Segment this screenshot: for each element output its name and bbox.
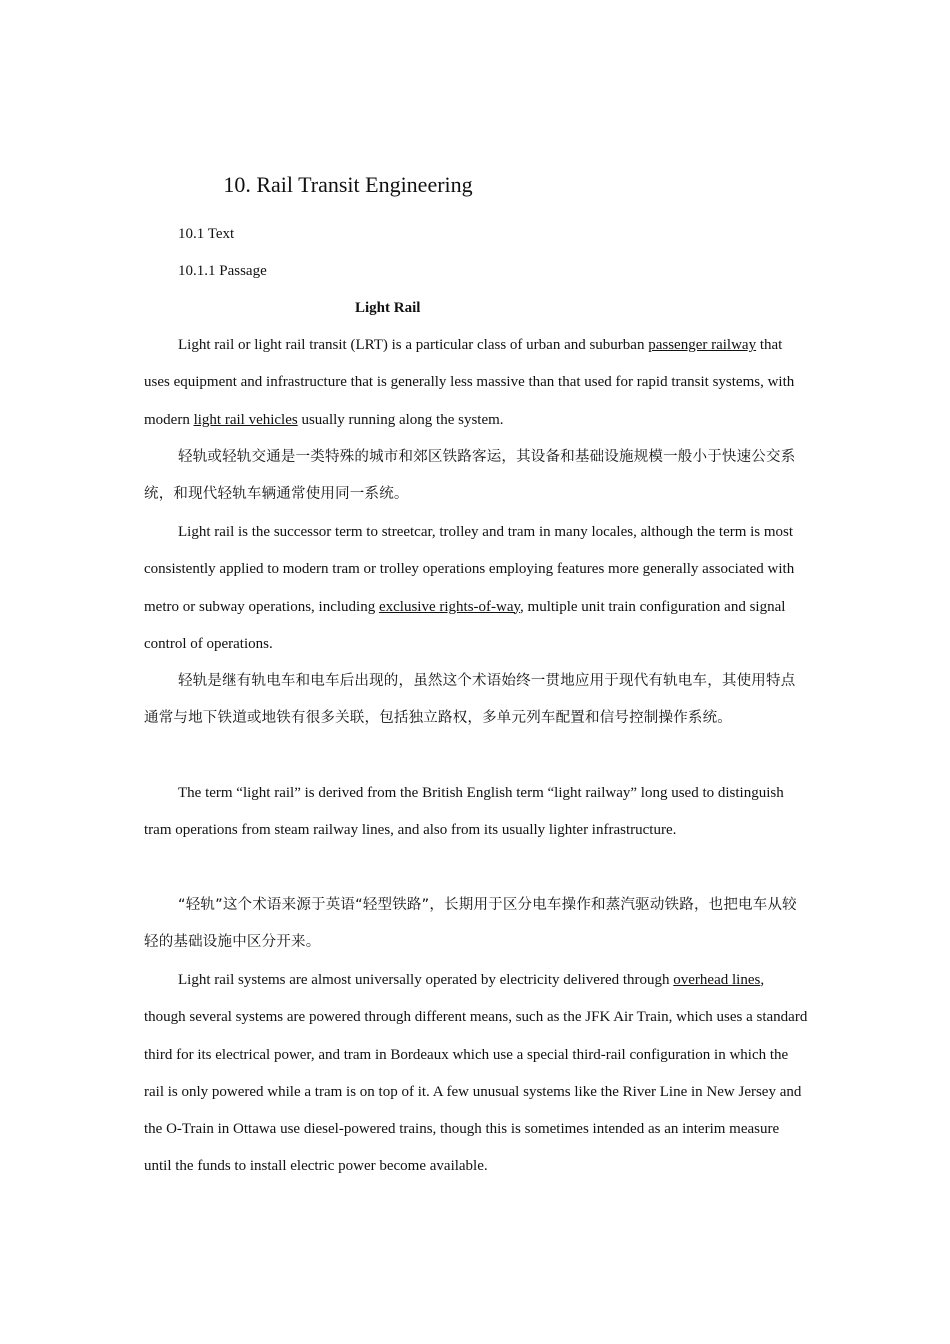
section-heading: 10.1 Text [178, 226, 235, 242]
paragraph-text: that uses equipment and infrastructure that is generally less massive than that used for rapid transit systems, with modern [144, 337, 795, 428]
paragraph-en-1 [144, 327, 808, 439]
paragraph-text: , though several systems are powered through different means, such as the JFK Air Train, which uses a standard third for its electrical power, and tram in Bordeaux which use a special third-rail configuration in which the rail is only powered while a tram is on top of it. A few unusual systems like the River Line in New Jersey and the O-Train in Ottawa use diesel-powered trains, though this is sometimes intended as an interim measure until the funds to install electric power become available. [144, 972, 808, 1175]
term-link: light rail vehicles [193, 411, 298, 428]
paragraph-text: The term “light rail” is derived from the British English term “light railway” long used to distinguish tram operations from steam railway lines, and also from its usually lighter infrastructure. [144, 785, 784, 839]
paragraph-text: Light rail systems are almost universally operated by electricity delivered through [178, 972, 674, 988]
chapter-title: 10. Rail Transit Engineering [223, 172, 473, 197]
paragraph-en-2 [144, 514, 808, 663]
paragraph-text: Light rail or light rail transit (LRT) is a particular class of urban and suburban [178, 337, 649, 353]
term-link: exclusive rights-of-way [378, 598, 521, 615]
subsection-heading: 10.1.1 Passage [178, 263, 267, 279]
paragraph-text: Light rail is the successor term to streetcar, trolley and tram in many locales, although the term is most consistently applied to modern tram or trolley operations employing features more generally associated with metro or subway operations, including [144, 524, 795, 615]
paragraph-en-3 [144, 775, 808, 850]
paragraph-en-4 [144, 962, 808, 1186]
paragraph-zh-2 [144, 663, 808, 738]
term-link: passenger railway [648, 337, 757, 353]
paragraph-text: 轻轨是继有轨电车和电车后出现的，虽然这个术语始终一贯地应用于现代有轨电车，其使用特点通常与地下铁道或地铁有很多关联，包括独立路权，多单元列车配置和信号控制操作系统。 [144, 673, 796, 727]
paragraph-text: usually running along the system. [297, 411, 504, 428]
paragraph-text: “轻轨”这个术语来源于英语“轻型铁路”，长期用于区分电车操作和蒸汽驱动铁路，也把电车从较轻的基础设施中区分开来。 [144, 897, 797, 951]
passage-title: Light Rail [355, 300, 421, 316]
paragraph-text: , multiple unit train configuration and signal control of operations. [144, 598, 786, 652]
paragraph-text: 轻轨或轻轨交通是一类特殊的城市和郊区铁路客运，其设备和基础设施规模一般小于快速公交系统，和现代轻轨车辆通常使用同一系统。 [144, 449, 796, 503]
paragraph-zh-1 [144, 439, 808, 514]
term-link: overhead lines [673, 972, 761, 988]
paragraph-zh-3 [144, 887, 808, 962]
